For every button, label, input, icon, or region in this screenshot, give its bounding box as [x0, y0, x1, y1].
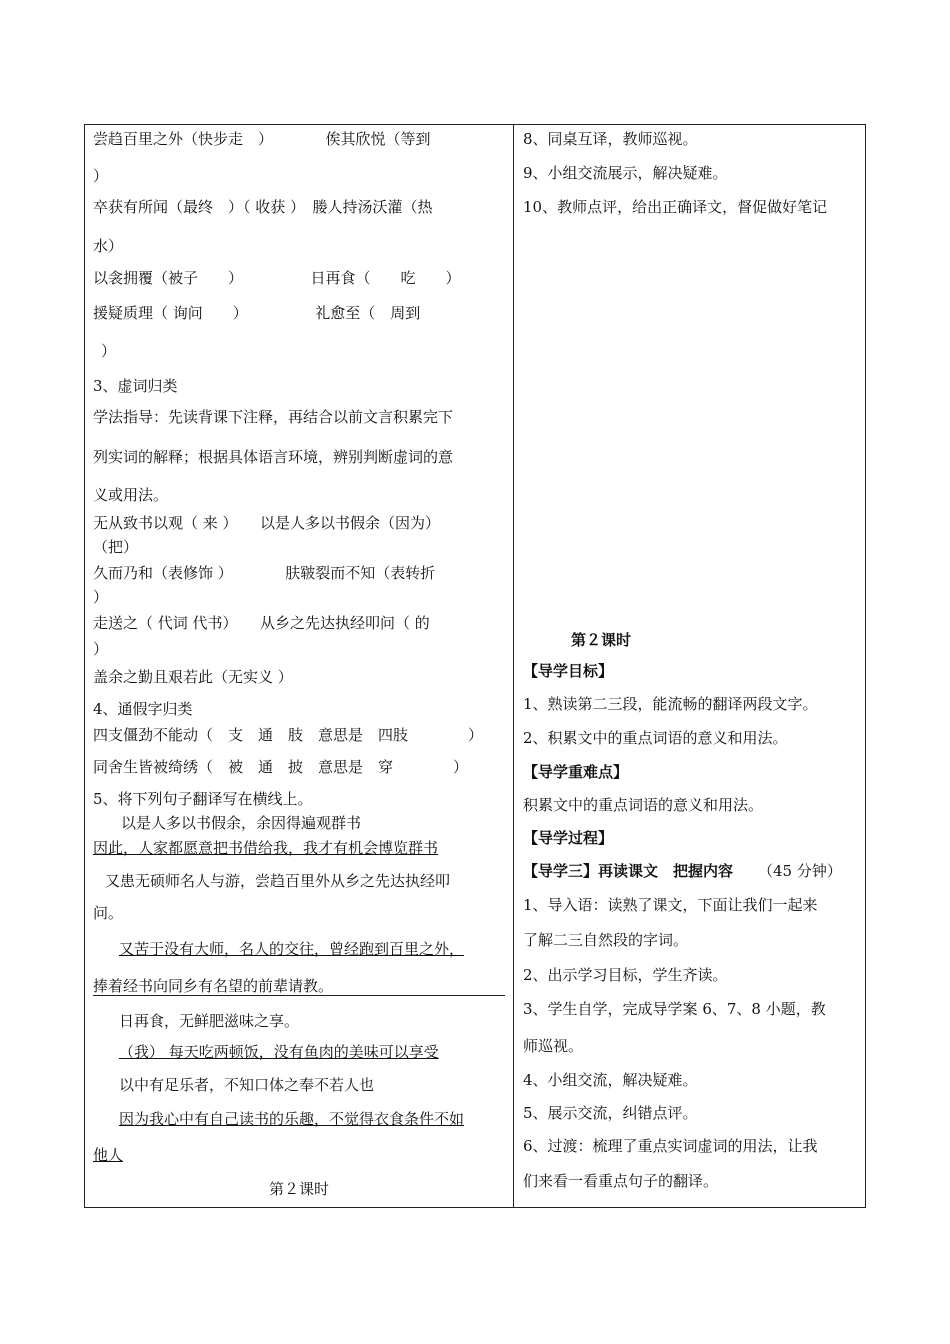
source-sentence: 日再食，无鲜肥滋味之享。: [119, 1012, 300, 1030]
section-heading: 【导学目标】: [523, 662, 614, 680]
section-heading: 【导学重难点】: [523, 763, 629, 781]
source-sentence: 问。: [93, 904, 124, 922]
left-line: ）: [93, 167, 109, 185]
right-line: 4、小组交流，解决疑难。: [523, 1071, 698, 1089]
right-line: 8、同桌互译，教师巡视。: [523, 130, 698, 148]
left-line: 卒获有所闻（最终 ）（ 收获 ） 媵人持汤沃灌（热: [93, 198, 433, 216]
right-line: 1、导入语：读熟了课文，下面让我们一起来: [523, 896, 818, 914]
left-line: 义或用法。: [93, 486, 169, 504]
right-line: 2、积累文中的重点词语的意义和用法。: [523, 729, 788, 747]
right-line: 5、展示交流，纠错点评。: [523, 1104, 698, 1122]
source-sentence: 以中有足乐者，不知口体之奉不若人也: [119, 1076, 375, 1094]
left-line: 走送之（ 代词 代书） 从乡之先达执经叩问（ 的: [93, 614, 430, 632]
section-heading: 【导学过程】: [523, 829, 614, 847]
section-heading: 3、虚词归类: [93, 377, 178, 395]
left-line: 列实词的解释；根据具体语言环境，辨别判断虚词的意: [93, 448, 454, 466]
lesson-label: 第２课时: [269, 1180, 330, 1198]
section-heading: 4、通假字归类: [93, 700, 193, 718]
right-line: 10、教师点评，给出正确译文，督促做好笔记: [523, 198, 828, 216]
answer-rule: [93, 995, 505, 996]
right-line: 1、熟读第二三段，能流畅的翻译两段文字。: [523, 695, 818, 713]
translation-line: 他人: [93, 1146, 124, 1164]
source-sentence: 以是人多以书假余，余因得遍观群书: [121, 814, 362, 832]
right-line: 积累文中的重点词语的意义和用法。: [523, 796, 764, 814]
right-line: 们来看一看重点句子的翻译。: [523, 1172, 719, 1190]
section-heading: 5、将下列句子翻译写在横线上。: [93, 790, 313, 808]
left-line: （把）: [93, 538, 139, 556]
right-line: 2、出示学习目标，学生齐读。: [523, 966, 728, 984]
left-line: 同舍生皆被绮绣（ 被 通 披 意思是 穿 ）: [93, 758, 469, 776]
left-line: 水）: [93, 237, 124, 255]
translation-line: （我） 每天吃两顿饭，没有鱼肉的美味可以享受: [119, 1043, 439, 1061]
section-heading: 【导学三】再读课文 把握内容: [523, 862, 734, 880]
translation-line: 捧着经书向同乡有名望的前辈请教。: [93, 977, 334, 995]
left-line: 援疑质理（ 询问 ） 礼愈至（ 周到: [93, 304, 421, 322]
column-divider: [513, 125, 514, 1207]
right-line: 了解二三自然段的字词。: [523, 931, 689, 949]
left-line: 久而乃和（表修饰 ） 肤皲裂而不知（表转折: [93, 564, 436, 582]
right-line: 3、学生自学，完成导学案 6、7、8 小题，教: [523, 1000, 826, 1018]
right-line: 6、过渡：梳理了重点实词虚词的用法，让我: [523, 1137, 818, 1155]
left-line: 学法指导：先读背课下注释，再结合以前文言积累完下: [93, 408, 454, 426]
translation-line: 又苦于没有大师，名人的交往，曾经跑到百里之外，: [119, 940, 465, 958]
lesson-label: 第２课时: [571, 631, 632, 649]
left-line: ）: [101, 342, 117, 360]
left-line: 四支僵劲不能动（ 支 通 肢 意思是 四肢 ）: [93, 726, 484, 744]
left-line: 盖余之勤且艰若此（无实义 ）: [93, 668, 293, 686]
right-line: 9、小组交流展示，解决疑难。: [523, 164, 728, 182]
left-line: 尝趋百里之外（快步走 ） 俟其欣悦（等到: [93, 130, 431, 148]
translation-line: 因为我心中有自己读书的乐趣，不觉得衣食条件不如: [119, 1110, 465, 1128]
left-line: ）: [93, 640, 109, 658]
duration-label: （45 分钟）: [758, 862, 842, 880]
translation-line: 因此，人家都愿意把书借给我，我才有机会博览群书: [93, 839, 439, 857]
left-line: ）: [93, 588, 109, 606]
left-line: 无从致书以观（ 来 ） 以是人多以书假余（因为）: [93, 514, 441, 532]
source-sentence: 又患无硕师名人与游，尝趋百里外从乡之先达执经叩: [105, 872, 451, 890]
lesson-table: [84, 124, 866, 1208]
left-line: 以衾拥覆（被子 ） 日再食（ 吃 ）: [93, 269, 461, 287]
right-line: 师巡视。: [523, 1037, 584, 1055]
